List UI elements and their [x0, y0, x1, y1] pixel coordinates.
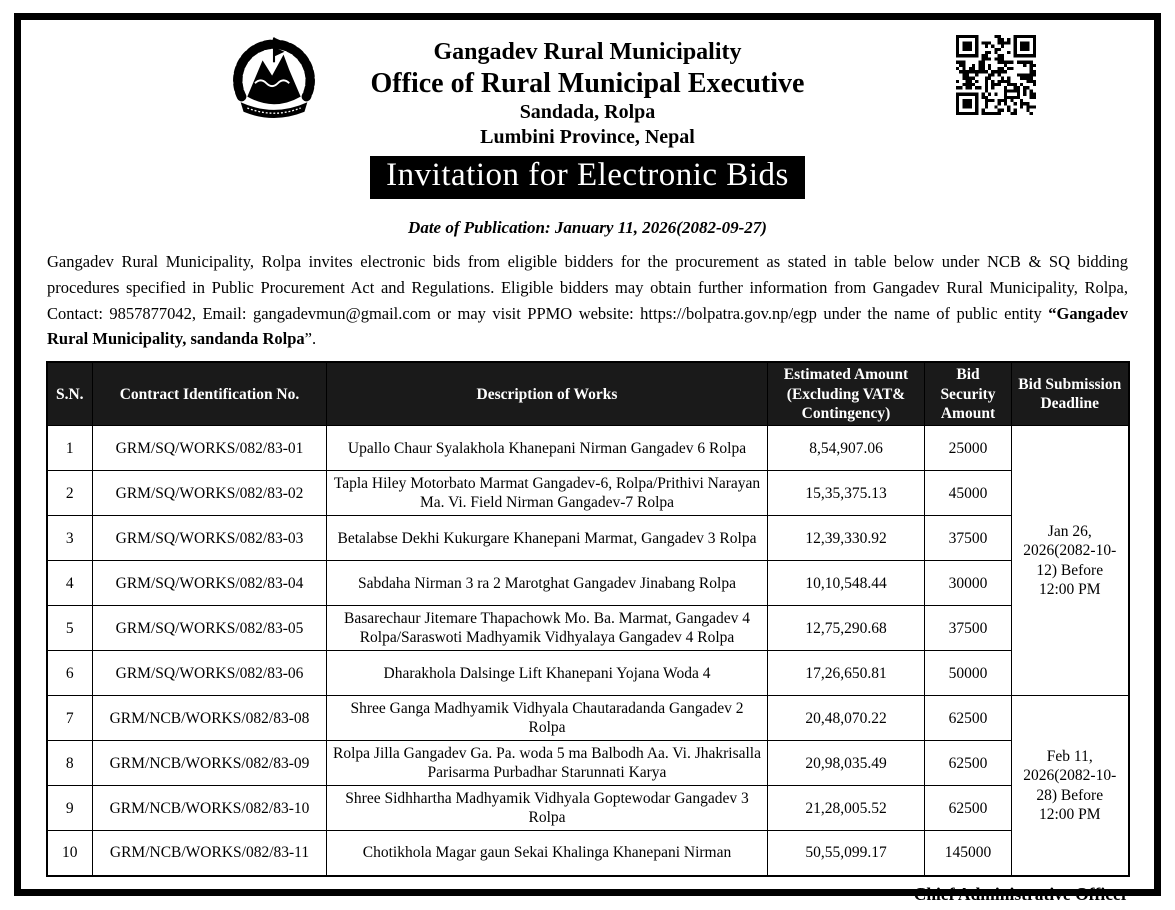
security-cell: 25000	[925, 426, 1012, 471]
description-cell: Chotikhola Magar gaun Sekai Khalinga Khanepani Nirman	[327, 831, 768, 876]
security-cell: 30000	[925, 561, 1012, 606]
intro-text: Gangadev Rural Municipality, Rolpa invites electronic bids from eligible bidders for the procurement as stated in table below under NCB & SQ bidding procedures specified in Public Procurement Act and Regulations. Eligible bidders may obtain further information from Gangadev Rural Municipality, Rolpa, Contact: 9857877042, Email: gangadevmun@gmail.com or may visit PPMO website: https://bolpatra.gov.np/egp under the name of public entity	[47, 252, 1128, 323]
address-line: Sandada, Rolpa	[519, 101, 656, 124]
description-cell: Basarechaur Jitemare Thapachowk Mo. Ba. Marmat, Gangadev 4 Rolpa/Saraswoti Madhyamik Vidhyalaya Gangadev 4 Rolpa	[327, 606, 768, 651]
security-cell: 50000	[925, 651, 1012, 696]
contract-id-cell: GRM/SQ/WORKS/082/83-05	[93, 606, 327, 651]
table-row	[47, 606, 1129, 651]
letterhead	[21, 20, 1154, 199]
deadline-cell: Feb 11, 2026(2082-10-28) Before 12:00 PM	[1012, 696, 1129, 876]
security-cell: 37500	[925, 606, 1012, 651]
contract-id-cell: GRM/NCB/WORKS/082/83-09	[93, 741, 327, 786]
table-row	[47, 786, 1129, 831]
col-header-bid-security: Bid Security Amount	[925, 362, 1012, 426]
municipality-emblem-logo	[226, 28, 322, 128]
sn-cell: 3	[47, 516, 93, 561]
sn-cell: 5	[47, 606, 93, 651]
col-header-deadline: Bid Submission Deadline	[1012, 362, 1129, 426]
contract-id-cell: GRM/SQ/WORKS/082/83-04	[93, 561, 327, 606]
bids-table	[46, 361, 1130, 877]
description-cell: Sabdaha Nirman 3 ra 2 Marotghat Gangadev Jinabang Rolpa	[327, 561, 768, 606]
description-cell: Tapla Hiley Motorbato Marmat Gangadev-6, Rolpa/Prithivi Narayan Ma. Vi. Field Nirman Gangadev-7 Rolpa	[327, 471, 768, 516]
amount-cell: 12,75,290.68	[768, 606, 925, 651]
security-cell: 62500	[925, 741, 1012, 786]
contract-id-cell: GRM/SQ/WORKS/082/83-06	[93, 651, 327, 696]
intro-text-end: ”.	[304, 329, 317, 349]
security-cell: 62500	[925, 786, 1012, 831]
table-row	[47, 426, 1129, 471]
contract-id-cell: GRM/NCB/WORKS/082/83-08	[93, 696, 327, 741]
province-line: Lumbini Province, Nepal	[480, 126, 695, 149]
table-row	[47, 561, 1129, 606]
contract-id-cell: GRM/SQ/WORKS/082/83-02	[93, 471, 327, 516]
qr-code	[956, 35, 1036, 115]
col-header-estimated-amount: Estimated Amount (Excluding VAT& Contingency)	[768, 362, 925, 426]
description-cell: Upallo Chaur Syalakhola Khanepani Nirman Gangadev 6 Rolpa	[327, 426, 768, 471]
amount-cell: 17,26,650.81	[768, 651, 925, 696]
intro-paragraph	[47, 249, 1128, 352]
signature-title: Chief Administrative Officer	[913, 883, 1129, 904]
security-cell: 145000	[925, 831, 1012, 876]
sn-cell: 4	[47, 561, 93, 606]
amount-cell: 8,54,907.06	[768, 426, 925, 471]
description-cell: Shree Ganga Madhyamik Vidhyala Chautaradanda Gangadev 2 Rolpa	[327, 696, 768, 741]
security-cell: 62500	[925, 696, 1012, 741]
table-row	[47, 516, 1129, 561]
org-name: Gangadev Rural Municipality	[433, 39, 742, 65]
col-header-sn: S.N.	[47, 362, 93, 426]
contract-id-cell: GRM/NCB/WORKS/082/83-10	[93, 786, 327, 831]
description-cell: Dharakhola Dalsinge Lift Khanepani Yojana Woda 4	[327, 651, 768, 696]
amount-cell: 12,39,330.92	[768, 516, 925, 561]
description-cell: Betalabse Dekhi Kukurgare Khanepani Marmat, Gangadev 3 Rolpa	[327, 516, 768, 561]
amount-cell: 20,48,070.22	[768, 696, 925, 741]
document-title-banner: Invitation for Electronic Bids	[370, 156, 805, 199]
table-row	[47, 696, 1129, 741]
amount-cell: 10,10,548.44	[768, 561, 925, 606]
table-header-row	[47, 362, 1129, 426]
security-cell: 45000	[925, 471, 1012, 516]
sn-cell: 1	[47, 426, 93, 471]
office-name: Office of Rural Municipal Executive	[370, 67, 805, 99]
security-cell: 37500	[925, 516, 1012, 561]
description-cell: Rolpa Jilla Gangadev Ga. Pa. woda 5 ma Balbodh Aa. Vi. Jhakrisalla Parisarma Purbadhar Starunnati Karya	[327, 741, 768, 786]
description-cell: Shree Sidhhartha Madhyamik Vidhyala Goptewodar Gangadev 3 Rolpa	[327, 786, 768, 831]
publication-date: Date of Publication: January 11, 2026(2082-09-27)	[408, 218, 767, 238]
sn-cell: 10	[47, 831, 93, 876]
contract-id-cell: GRM/SQ/WORKS/082/83-03	[93, 516, 327, 561]
sn-cell: 2	[47, 471, 93, 516]
sn-cell: 7	[47, 696, 93, 741]
table-row	[47, 471, 1129, 516]
sn-cell: 9	[47, 786, 93, 831]
deadline-cell: Jan 26, 2026(2082-10-12) Before 12:00 PM	[1012, 426, 1129, 696]
sn-cell: 6	[47, 651, 93, 696]
amount-cell: 21,28,005.52	[768, 786, 925, 831]
amount-cell: 15,35,375.13	[768, 471, 925, 516]
document-page	[14, 13, 1161, 904]
table-row	[47, 741, 1129, 786]
col-header-description: Description of Works	[327, 362, 768, 426]
contract-id-cell: GRM/NCB/WORKS/082/83-11	[93, 831, 327, 876]
contract-id-cell: GRM/SQ/WORKS/082/83-01	[93, 426, 327, 471]
sn-cell: 8	[47, 741, 93, 786]
table-row	[47, 831, 1129, 876]
amount-cell: 20,98,035.49	[768, 741, 925, 786]
amount-cell: 50,55,099.17	[768, 831, 925, 876]
col-header-contract-id: Contract Identification No.	[93, 362, 327, 426]
public-entity-name: “Gangadev Rural Municipality, sandanda Rolpa	[47, 303, 1128, 349]
table-row	[47, 651, 1129, 696]
